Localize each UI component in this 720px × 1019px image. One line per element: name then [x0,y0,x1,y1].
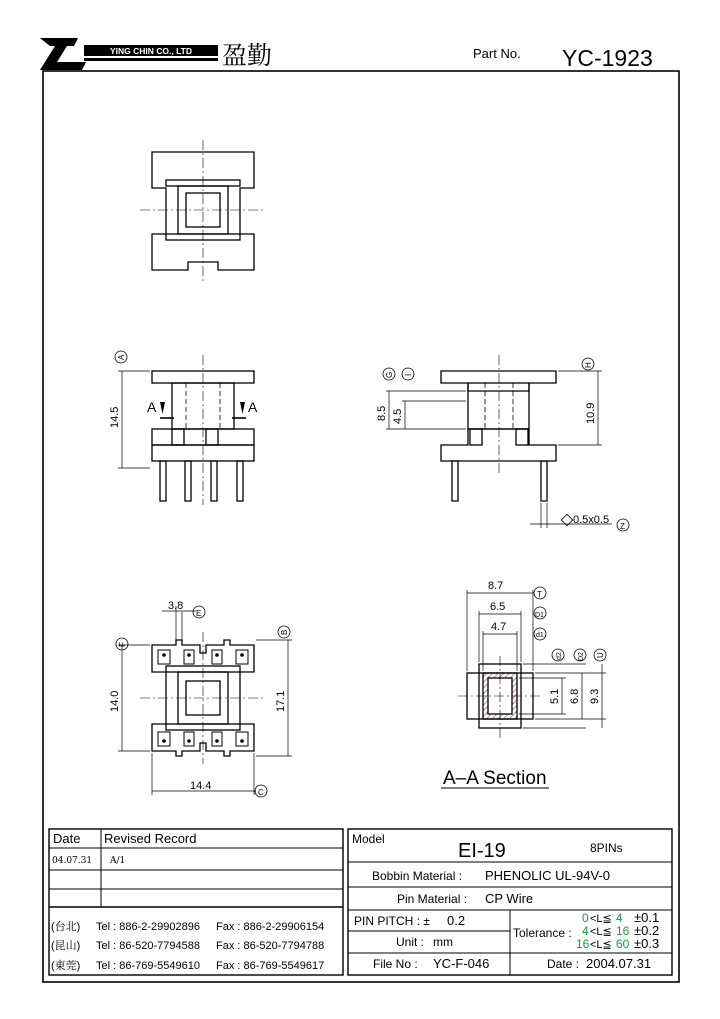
dim-6-5: 6.5 [490,601,506,613]
tolerance-op: <L≦ [590,913,612,925]
contact-tel: Tel : 86-769-5549610 [96,960,200,972]
revision-row-date: 04.07.31 [52,856,93,866]
dim-14-4: 14.4 [190,780,212,792]
circle-d1s-label: d1 [536,632,544,639]
spec-tolerance-label: Tolerance : [513,926,572,940]
spec-file-value: YC-F-046 [433,956,490,971]
dim-4-7: 4.7 [491,621,507,633]
spec-pin-material-label: Pin Material : [397,892,468,906]
circle-h-label: H [584,362,593,368]
tolerance-row [576,936,659,951]
part-no: YC-1923 [562,45,653,71]
dim-pin-0-5x0-5: 0.5x0.5 [573,514,610,526]
dim-17-1: 17.1 [275,690,287,712]
contact-fax: Fax : 886-2-29906154 [216,921,325,933]
circle-a-label: A [117,354,126,360]
circle-d1-label: D1 [535,612,544,619]
spec-bobbin-value: PHENOLIC UL-94V-0 [485,868,610,883]
spec-pin-material-value: CP Wire [485,891,534,906]
spec-date-label: Date : [547,957,580,971]
circle-z-label: Z [620,522,625,531]
dim-8-7: 8.7 [488,580,504,592]
circle-e-label: E [196,609,202,618]
circle-i-label: I [404,373,413,376]
spec-pin-count: 8PINs [590,841,623,855]
circle-d2s-label: d2 [556,652,563,660]
revision-col-record: Revised Record [104,831,197,846]
contact-city: (東莞) [51,960,81,972]
spec-date-value: 2004.07.31 [586,956,652,971]
company-logo [40,38,218,70]
part-no-label: Part No. [473,46,521,61]
tolerance-lo: 4 [582,924,589,938]
top-view [140,140,266,282]
spec-pitch-label: PIN PITCH : ± [354,914,430,928]
contact-tel: Tel : 886-2-29902896 [96,921,200,933]
tolerance-lo: 16 [576,937,590,951]
circle-t-label: T [537,590,542,599]
spec-file-label: File No : [373,957,418,971]
tolerance-hi: 60 [616,937,630,951]
spec-unit-label: Unit : [396,935,425,949]
circle-b-label: B [280,629,289,635]
tolerance-lo: 0 [582,911,589,925]
bottom-view [116,606,292,797]
contact-city: (台北) [51,921,81,933]
tolerance-hi: 16 [616,924,630,938]
dim-8-5: 8.5 [376,405,388,421]
revision-row-record: A/1 [110,856,126,866]
spec-model: EI-19 [458,840,506,862]
section-view [441,587,606,788]
dim-4-5: 4.5 [392,408,404,424]
revision-table [49,829,343,975]
contact-tel: Tel : 86-520-7794588 [96,940,200,952]
spec-model-label: Model [352,832,385,846]
section-title: A–A Section [443,768,547,789]
dim-10-9: 10.9 [585,402,597,424]
contact-fax: Fax : 86-520-7794788 [216,940,325,952]
section-mark-right: A [248,399,258,415]
dim-5-1: 5.1 [549,688,561,704]
dim-14-0: 14.0 [109,690,121,712]
spec-unit-value: mm [433,935,453,949]
tolerance-op: <L≦ [590,926,612,938]
tolerance-hi: 4 [616,911,623,925]
side-view [115,351,254,505]
circle-d2-label: D2 [578,652,585,661]
contact-list [51,920,324,972]
tolerance-value: ±0.3 [634,936,660,951]
spec-pitch-value: 0.2 [447,913,466,928]
tolerance-op: <L≦ [590,939,612,951]
dim-9-3: 9.3 [589,688,601,704]
contact-fax: Fax : 86-769-5549617 [216,960,325,972]
circle-c-label: C [258,788,264,797]
company-name: YING CHIN CO., LTD [109,46,193,56]
dim-6-8: 6.8 [569,688,581,704]
dim-3-8: 3.8 [168,600,184,612]
circle-u-label: U [596,652,605,658]
spec-bobbin-label: Bobbin Material : [372,869,463,883]
front-view [383,355,629,531]
revision-col-date: Date [53,831,81,846]
company-name-cjk: 盈勤 [222,41,273,70]
circle-g-label: G [385,371,394,378]
tolerance-value: ±0.1 [634,910,660,925]
circle-f-label: F [118,642,127,647]
contact-city: (昆山) [51,940,81,952]
section-mark-left: A [147,399,157,415]
dim-height-14-5: 14.5 [109,406,121,428]
tolerance-value: ±0.2 [634,923,660,938]
